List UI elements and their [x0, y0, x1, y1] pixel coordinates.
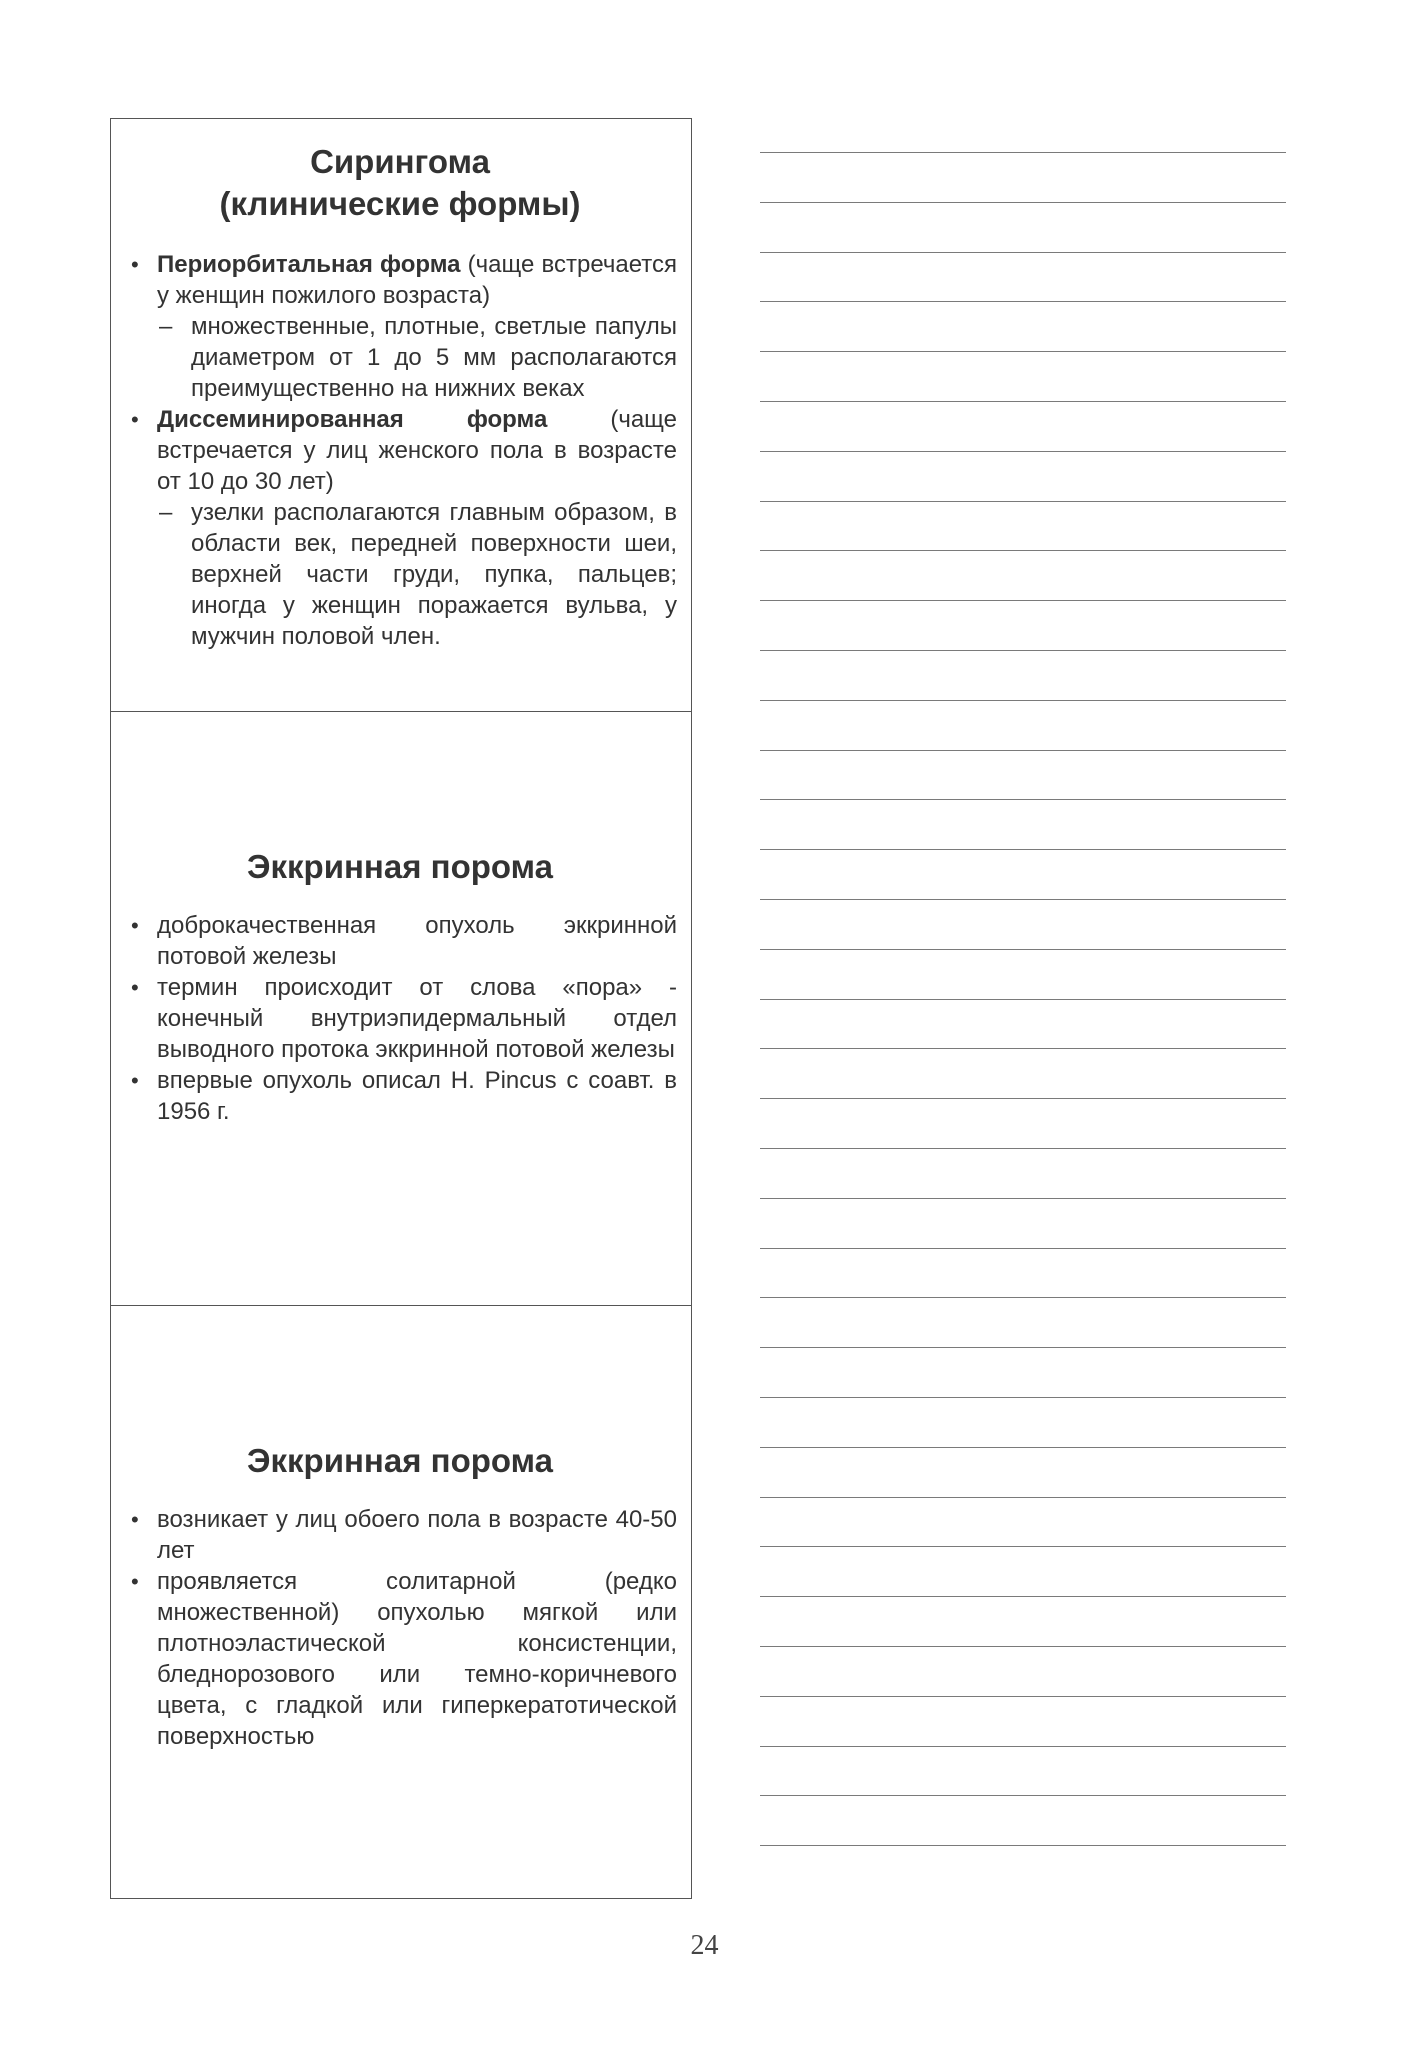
bullet-icon: •: [131, 975, 139, 1000]
bullet-icon: •: [131, 913, 139, 938]
note-line: [760, 401, 1286, 402]
note-line: [760, 999, 1286, 1000]
note-line: [760, 1646, 1286, 1647]
note-line: [760, 600, 1286, 601]
note-line: [760, 849, 1286, 850]
slide-title: Эккринная порома: [247, 1442, 553, 1479]
bullet-text: (чаще встречается у женщин пожилого возраста): [157, 251, 677, 309]
dash-icon: –: [159, 313, 173, 340]
bullet-list: [123, 249, 677, 652]
note-line: [760, 1546, 1286, 1547]
note-line: [760, 501, 1286, 502]
note-line: [760, 1596, 1286, 1597]
note-line: [760, 1397, 1286, 1398]
note-line: [760, 799, 1286, 800]
note-line: [760, 1795, 1286, 1796]
bullet-item: [123, 1566, 677, 1752]
note-line: [760, 700, 1286, 701]
bullet-icon: •: [131, 1507, 139, 1532]
note-line: [760, 750, 1286, 751]
sub-list: [157, 497, 677, 652]
slide-syringoma: [111, 119, 691, 711]
sub-item-text: множественные, плотные, светлые папулы диаметром от 1 до 5 мм располагаются преимущественно на нижних веках: [191, 313, 677, 402]
note-line: [760, 1098, 1286, 1099]
sub-item: [157, 311, 677, 404]
note-line: [760, 1297, 1286, 1298]
note-line: [760, 899, 1286, 900]
bullet-text: проявляется солитарной (редко множественной) опухолью мягкой или плотноэластической консистенции, бледнорозового или темно-коричневого цвета, с гладкой или гиперкератотической поверхностью: [157, 1568, 677, 1750]
note-line: [760, 1347, 1286, 1348]
slide-title-line1: Сирингома: [310, 143, 490, 180]
bullet-icon: •: [131, 1569, 139, 1594]
note-line: [760, 1198, 1286, 1199]
slide-title: Эккринная порома: [247, 848, 553, 885]
bullet-text: термин происходит от слова «пора» - конечный внутриэпидермальный отдел выводного протока эккринной потовой железы: [157, 974, 677, 1063]
note-lines-area: [760, 152, 1286, 1892]
bullet-text: (чаще встречается у лиц женского пола в возрасте от 10 до 30 лет): [157, 406, 677, 495]
sub-list: [157, 311, 677, 404]
bullet-list: [123, 1504, 677, 1752]
note-line: [760, 152, 1286, 153]
note-line: [760, 1248, 1286, 1249]
bullet-text: возникает у лиц обоего пола в возрасте 40-50 лет: [157, 1506, 677, 1564]
note-line: [760, 1746, 1286, 1747]
slide-eccrine-poroma-1: [111, 711, 691, 1305]
note-line: [760, 202, 1286, 203]
slide-title-line2: (клинические формы): [219, 185, 581, 222]
note-line: [760, 949, 1286, 950]
bullet-list: [123, 910, 677, 1127]
page-number: 24: [690, 1930, 719, 1961]
note-line: [760, 451, 1286, 452]
dash-icon: –: [159, 499, 173, 526]
bullet-icon: •: [131, 1068, 139, 1093]
note-line: [760, 301, 1286, 302]
bullet-icon: •: [131, 407, 139, 432]
note-line: [760, 1048, 1286, 1049]
bullet-icon: •: [131, 252, 139, 277]
bullet-text: впервые опухоль описал H. Pincus с соавт. в 1956 г.: [157, 1067, 677, 1125]
bullet-bold-text: Диссеминированная форма: [157, 406, 548, 433]
slide-eccrine-poroma-2: [111, 1305, 691, 1900]
note-line: [760, 1845, 1286, 1846]
note-line: [760, 550, 1286, 551]
bullet-text: доброкачественная опухоль эккринной потовой железы: [157, 912, 677, 970]
bullet-item: [123, 910, 677, 972]
slides-column: [110, 118, 692, 1899]
bullet-item: [123, 972, 677, 1065]
bullet-bold-text: Периорбитальная форма: [157, 251, 461, 278]
note-line: [760, 351, 1286, 352]
note-line: [760, 1447, 1286, 1448]
bullet-item: [123, 1065, 677, 1127]
bullet-item: [123, 404, 677, 652]
note-line: [760, 1696, 1286, 1697]
note-line: [760, 252, 1286, 253]
sub-item: [157, 497, 677, 652]
sub-item-text: узелки располагаются главным образом, в области век, передней поверхности шеи, верхней части груди, пупка, пальцев; иногда у женщин поражается вульва, у мужчин половой член.: [191, 499, 677, 650]
slide-title: [123, 119, 677, 225]
note-line: [760, 1497, 1286, 1498]
note-line: [760, 1148, 1286, 1149]
bullet-item: [123, 249, 677, 404]
note-line: [760, 650, 1286, 651]
bullet-item: [123, 1504, 677, 1566]
